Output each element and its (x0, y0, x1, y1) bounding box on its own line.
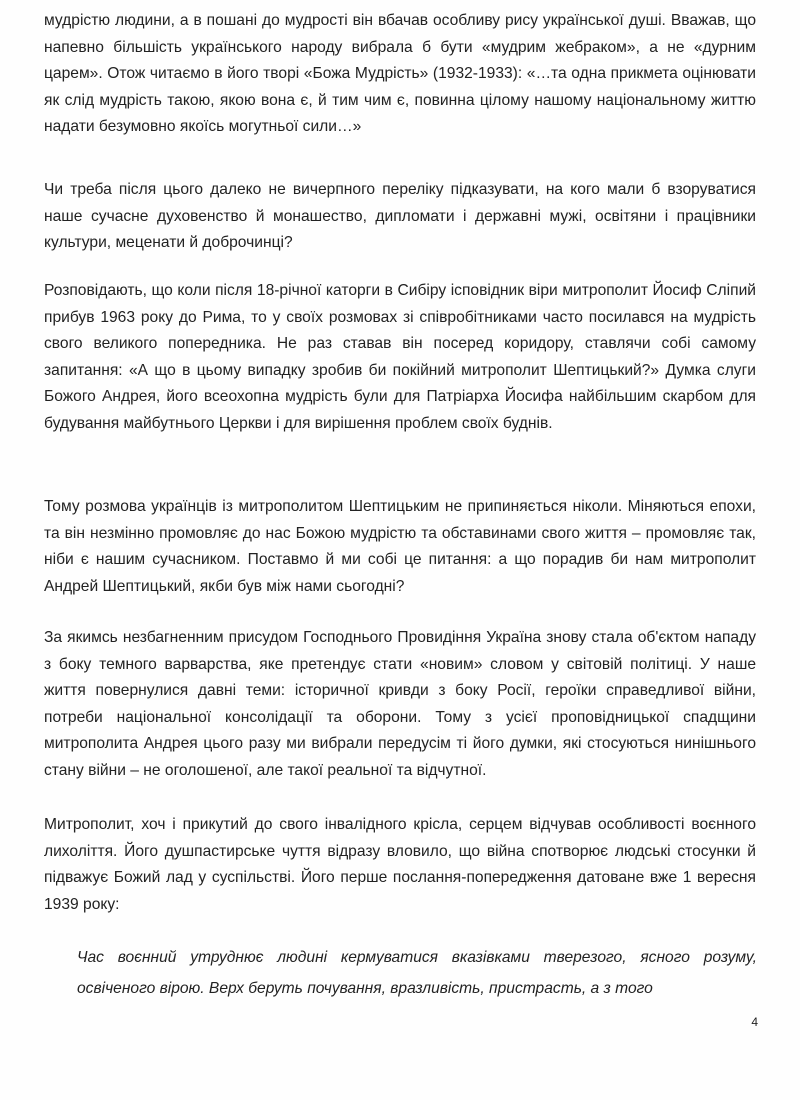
paragraph-3: Розповідають, що коли після 18-річної каторги в Сибіру ісповідник віри митрополит Йосиф Сліпий прибув 1963 року до Рима, то у своїх розмовах зі співробітниками часто посилався на мудрість свого великого попередника. Не раз ставав він посеред коридору, ставлячи собі самому запитання: «А що в цьому випадку зробив би покійний митрополит Шептицький?» Думка слуги Божого Андрея, його всеохопна мудрість були для Патріарха Йосифа найбільшим скарбом для будування майбутнього Церкви і для вирішення проблем своїх буднів. (44, 282, 756, 432)
page-number: 4 (751, 1015, 758, 1029)
block-quote: Час воєнний утруднює людині кермуватися вказівками тверезого, ясного розуму, освіченого вірою. Верх беруть почування, вразливість, пристрасть, а з того (77, 949, 757, 997)
paragraph-5: За якимсь незбагненним присудом Господнього Провидіння Україна знову стала об'єктом нападу з боку темного варварства, яке претендує стати «новим» словом у світовій політиці. У наше життя повернулися давні теми: історичної кривди з боку Росії, героїки справедливої війни, потреби національної консолідації та оборони. Тому з усієї проповідницької спадщини митрополита Андрея цього разу ми вибрали передусім ті його думки, які стосуються нинішнього стану війни – не оголошеної, але такої реальної та відчутної. (44, 629, 756, 779)
paragraph-4: Тому розмова українців із митрополитом Шептицьким не припиняється ніколи. Міняються епохи, та він незмінно промовляє до нас Божою мудрістю та обставинами свого життя – промовляє так, ніби є нашим сучасником. Поставмо й ми собі це питання: а що порадив би нам митрополит Андрей Шептицький, якби був між нами сьогодні? (44, 498, 756, 595)
paragraph-2: Чи треба після цього далеко не вичерпного переліку підказувати, на кого мали б взоруватися наше сучасне духовенство й монашество, дипломати і державні мужі, освітяни і працівники культури, меценати й доброчинці? (44, 181, 756, 251)
paragraph-1: мудрістю людини, а в пошані до мудрості він вбачав особливу рису української душі. Вважав, що напевно більшість українського народу вибрала б бути «мудрим жебраком», а не «дурним царем». Отож читаємо в його творі «Божа Мудрість» (1932-1933): «…та одна прикмета оцінювати як слід мудрість такою, якою вона є, й тим чим є, повинна цілому нашому національному життю надати безумовно якоїсь могутньої сили…» (44, 12, 756, 135)
paragraph-6: Митрополит, хоч і прикутий до свого інвалідного крісла, серцем відчував особливості воєнного лихоліття. Його душпастирське чуття відразу вловило, що війна спотворює людські стосунки й підважує Божий лад у суспільстві. Його перше послання-попередження датоване вже 1 вересня 1939 року: (44, 816, 756, 913)
